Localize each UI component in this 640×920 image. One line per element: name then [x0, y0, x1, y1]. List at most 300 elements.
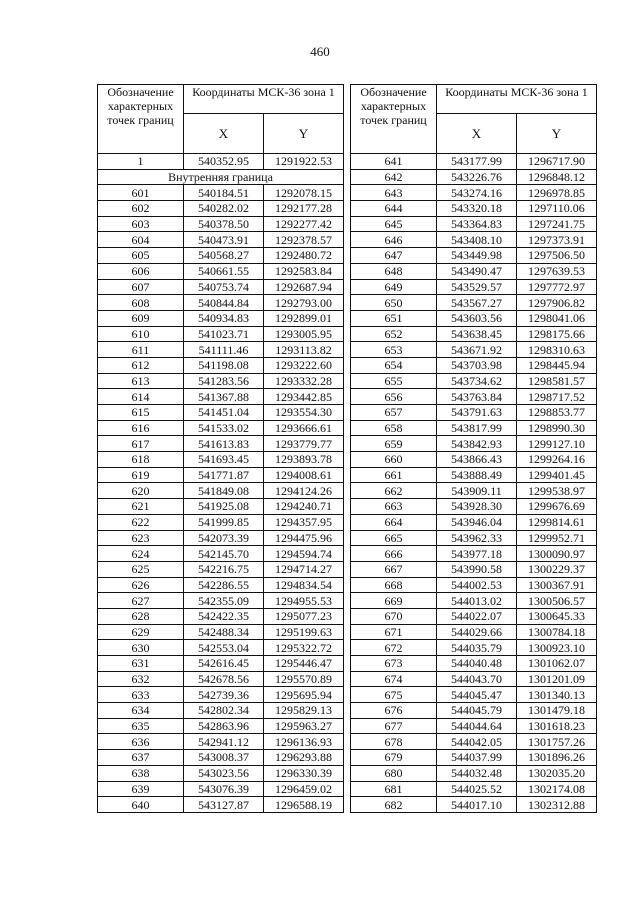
table-row [98, 232, 344, 248]
y-cell: 1299538.97 [517, 483, 597, 499]
point-cell: 612 [98, 357, 184, 373]
y-cell: 1300090.97 [517, 546, 597, 562]
x-cell: 541925.08 [184, 499, 264, 515]
y-cell: 1294594.74 [264, 546, 344, 562]
x-cell: 542216.75 [184, 561, 264, 577]
y-cell: 1299952.71 [517, 530, 597, 546]
x-cell: 543791.63 [437, 405, 517, 421]
table-body-right [351, 154, 597, 813]
header-point-label: Обозначение характерных точек границ [98, 85, 184, 154]
point-cell: 614 [98, 389, 184, 405]
point-cell: 670 [351, 608, 437, 624]
table-row [351, 608, 597, 624]
point-cell: 613 [98, 373, 184, 389]
x-cell: 542739.36 [184, 687, 264, 703]
point-cell: 667 [351, 561, 437, 577]
page-number: 460 [310, 44, 330, 59]
table-row [351, 593, 597, 609]
point-cell: 668 [351, 577, 437, 593]
table-row [351, 232, 597, 248]
point-cell: 681 [351, 781, 437, 797]
point-cell: 638 [98, 765, 184, 781]
table-row [98, 671, 344, 687]
x-cell: 544044.64 [437, 718, 517, 734]
point-cell: 624 [98, 546, 184, 562]
y-cell: 1293893.78 [264, 452, 344, 468]
x-cell: 544035.79 [437, 640, 517, 656]
point-cell: 646 [351, 232, 437, 248]
table-row [98, 357, 344, 373]
y-cell: 1295199.63 [264, 624, 344, 640]
table-row [98, 154, 344, 170]
table-row [351, 561, 597, 577]
y-cell: 1300923.10 [517, 640, 597, 656]
y-cell: 1297241.75 [517, 216, 597, 232]
point-cell: 623 [98, 530, 184, 546]
point-cell: 633 [98, 687, 184, 703]
y-cell: 1299676.69 [517, 499, 597, 515]
table-row [351, 452, 597, 468]
point-cell: 671 [351, 624, 437, 640]
y-cell: 1300784.18 [517, 624, 597, 640]
table-row [351, 248, 597, 264]
x-cell: 543076.39 [184, 781, 264, 797]
table-row [98, 483, 344, 499]
x-cell: 543008.37 [184, 750, 264, 766]
x-cell: 543962.33 [437, 530, 517, 546]
y-cell: 1301618.23 [517, 718, 597, 734]
y-cell: 1292480.72 [264, 248, 344, 264]
table-row [351, 326, 597, 342]
table-row [351, 640, 597, 656]
table-row [351, 577, 597, 593]
y-cell: 1294008.61 [264, 467, 344, 483]
point-cell: 655 [351, 373, 437, 389]
x-cell: 542488.34 [184, 624, 264, 640]
point-cell: 637 [98, 750, 184, 766]
point-cell: 629 [98, 624, 184, 640]
header-col-y: Y [517, 114, 597, 154]
x-cell: 540661.55 [184, 263, 264, 279]
table-row [351, 436, 597, 452]
point-cell: 672 [351, 640, 437, 656]
table-row [351, 185, 597, 201]
x-cell: 543888.49 [437, 467, 517, 483]
table-row [98, 342, 344, 358]
header-point-label: Обозначение характерных точек границ [351, 85, 437, 154]
point-cell: 677 [351, 718, 437, 734]
x-cell: 544029.66 [437, 624, 517, 640]
table-row [351, 389, 597, 405]
point-cell: 632 [98, 671, 184, 687]
x-cell: 541111.46 [184, 342, 264, 358]
point-cell: 640 [98, 797, 184, 813]
point-cell: 608 [98, 295, 184, 311]
x-cell: 544022.07 [437, 608, 517, 624]
table-row [98, 248, 344, 264]
table-row [98, 467, 344, 483]
header-coord-group: Координаты МСК-36 зона 1 [437, 85, 597, 114]
y-cell: 1297639.53 [517, 263, 597, 279]
table-row [98, 561, 344, 577]
table-row [351, 546, 597, 562]
x-cell: 542616.45 [184, 656, 264, 672]
section-note: Внутренняя граница [98, 169, 344, 185]
x-cell: 543127.87 [184, 797, 264, 813]
x-cell: 544043.70 [437, 671, 517, 687]
point-cell: 607 [98, 279, 184, 295]
x-cell: 543490.47 [437, 263, 517, 279]
x-cell: 543703.98 [437, 357, 517, 373]
y-cell: 1294714.27 [264, 561, 344, 577]
point-cell: 663 [351, 499, 437, 515]
table-row [351, 357, 597, 373]
table-row [98, 718, 344, 734]
y-cell: 1298041.06 [517, 310, 597, 326]
table-row [351, 765, 597, 781]
x-cell: 543734.62 [437, 373, 517, 389]
table-row [351, 310, 597, 326]
x-cell: 543408.10 [437, 232, 517, 248]
y-cell: 1292177.28 [264, 201, 344, 217]
x-cell: 541693.45 [184, 452, 264, 468]
point-cell: 625 [98, 561, 184, 577]
point-cell: 656 [351, 389, 437, 405]
x-cell: 542553.04 [184, 640, 264, 656]
table-row [351, 342, 597, 358]
x-cell: 542678.56 [184, 671, 264, 687]
y-cell: 1301340.13 [517, 687, 597, 703]
point-cell: 619 [98, 467, 184, 483]
x-cell: 541999.85 [184, 514, 264, 530]
table-row [351, 154, 597, 170]
y-cell: 1292687.94 [264, 279, 344, 295]
point-cell: 621 [98, 499, 184, 515]
x-cell: 542073.39 [184, 530, 264, 546]
point-cell: 674 [351, 671, 437, 687]
x-cell: 542355.09 [184, 593, 264, 609]
header-col-x: X [184, 114, 264, 154]
y-cell: 1294955.53 [264, 593, 344, 609]
x-cell: 540352.95 [184, 154, 264, 170]
y-cell: 1302035.20 [517, 765, 597, 781]
point-cell: 611 [98, 342, 184, 358]
point-cell: 627 [98, 593, 184, 609]
header-coord-group: Координаты МСК-36 зона 1 [184, 85, 344, 114]
x-cell: 540473.91 [184, 232, 264, 248]
point-cell: 678 [351, 734, 437, 750]
x-cell: 543909.11 [437, 483, 517, 499]
table-row [351, 201, 597, 217]
x-cell: 543603.56 [437, 310, 517, 326]
point-cell: 601 [98, 185, 184, 201]
table-row [98, 765, 344, 781]
point-cell: 634 [98, 703, 184, 719]
x-cell: 541451.04 [184, 405, 264, 421]
point-cell: 665 [351, 530, 437, 546]
table-row [351, 483, 597, 499]
y-cell: 1292899.01 [264, 310, 344, 326]
y-cell: 1293442.85 [264, 389, 344, 405]
table-row [98, 781, 344, 797]
table-row [351, 750, 597, 766]
table-row [98, 703, 344, 719]
y-cell: 1299814.61 [517, 514, 597, 530]
table-row [351, 169, 597, 185]
x-cell: 544037.99 [437, 750, 517, 766]
x-cell: 544017.10 [437, 797, 517, 813]
table-row [351, 295, 597, 311]
y-cell: 1293222.60 [264, 357, 344, 373]
y-cell: 1295077.23 [264, 608, 344, 624]
point-cell: 635 [98, 718, 184, 734]
point-cell: 642 [351, 169, 437, 185]
x-cell: 541533.02 [184, 420, 264, 436]
table-row [98, 514, 344, 530]
table-row [98, 640, 344, 656]
table-row [351, 687, 597, 703]
table-row [351, 514, 597, 530]
table-row [351, 216, 597, 232]
x-cell: 544040.48 [437, 656, 517, 672]
table-row [351, 671, 597, 687]
point-cell: 617 [98, 436, 184, 452]
point-cell: 676 [351, 703, 437, 719]
y-cell: 1296136.93 [264, 734, 344, 750]
table-row [98, 389, 344, 405]
y-cell: 1302312.88 [517, 797, 597, 813]
table-row [98, 530, 344, 546]
y-cell: 1293666.61 [264, 420, 344, 436]
x-cell: 543023.56 [184, 765, 264, 781]
table-row [351, 279, 597, 295]
x-cell: 542145.70 [184, 546, 264, 562]
y-cell: 1293332.28 [264, 373, 344, 389]
y-cell: 1297906.82 [517, 295, 597, 311]
y-cell: 1300229.37 [517, 561, 597, 577]
y-cell: 1299401.45 [517, 467, 597, 483]
x-cell: 542802.34 [184, 703, 264, 719]
x-cell: 541023.71 [184, 326, 264, 342]
point-cell: 644 [351, 201, 437, 217]
x-cell: 544025.52 [437, 781, 517, 797]
point-cell: 615 [98, 405, 184, 421]
table-row [351, 703, 597, 719]
y-cell: 1296848.12 [517, 169, 597, 185]
table-row [98, 405, 344, 421]
x-cell: 543449.98 [437, 248, 517, 264]
point-cell: 653 [351, 342, 437, 358]
table-row [351, 467, 597, 483]
x-cell: 543671.92 [437, 342, 517, 358]
y-cell: 1292583.84 [264, 263, 344, 279]
table-row [351, 718, 597, 734]
x-cell: 541771.87 [184, 467, 264, 483]
y-cell: 1293554.30 [264, 405, 344, 421]
y-cell: 1298445.94 [517, 357, 597, 373]
point-cell: 660 [351, 452, 437, 468]
y-cell: 1294124.26 [264, 483, 344, 499]
point-cell: 604 [98, 232, 184, 248]
x-cell: 543567.27 [437, 295, 517, 311]
point-cell: 652 [351, 326, 437, 342]
point-cell: 628 [98, 608, 184, 624]
table-row [351, 420, 597, 436]
y-cell: 1297110.06 [517, 201, 597, 217]
point-cell: 643 [351, 185, 437, 201]
table-row [98, 624, 344, 640]
x-cell: 543866.43 [437, 452, 517, 468]
point-cell: 616 [98, 420, 184, 436]
point-cell: 651 [351, 310, 437, 326]
point-cell: 602 [98, 201, 184, 217]
point-cell: 647 [351, 248, 437, 264]
point-cell: 675 [351, 687, 437, 703]
y-cell: 1297506.50 [517, 248, 597, 264]
point-cell: 649 [351, 279, 437, 295]
point-cell: 603 [98, 216, 184, 232]
y-cell: 1298175.66 [517, 326, 597, 342]
table-body-left [98, 154, 344, 813]
table-row [98, 185, 344, 201]
point-cell: 648 [351, 263, 437, 279]
y-cell: 1298310.63 [517, 342, 597, 358]
x-cell: 544042.05 [437, 734, 517, 750]
point-cell: 669 [351, 593, 437, 609]
table-row [98, 420, 344, 436]
x-cell: 544045.47 [437, 687, 517, 703]
point-cell: 636 [98, 734, 184, 750]
table-row [98, 216, 344, 232]
point-cell: 664 [351, 514, 437, 530]
x-cell: 543928.30 [437, 499, 517, 515]
point-cell: 618 [98, 452, 184, 468]
y-cell: 1296293.88 [264, 750, 344, 766]
y-cell: 1298581.57 [517, 373, 597, 389]
x-cell: 542286.55 [184, 577, 264, 593]
coordinates-table-left [97, 84, 344, 813]
x-cell: 541613.83 [184, 436, 264, 452]
y-cell: 1298853.77 [517, 405, 597, 421]
y-cell: 1301896.26 [517, 750, 597, 766]
table-row [351, 734, 597, 750]
table-row [98, 499, 344, 515]
point-cell: 645 [351, 216, 437, 232]
table-row [351, 781, 597, 797]
point-cell: 639 [98, 781, 184, 797]
x-cell: 541198.08 [184, 357, 264, 373]
y-cell: 1294834.54 [264, 577, 344, 593]
table-row [98, 593, 344, 609]
x-cell: 543226.76 [437, 169, 517, 185]
table-row [98, 750, 344, 766]
y-cell: 1298990.30 [517, 420, 597, 436]
table-row [98, 295, 344, 311]
y-cell: 1296978.85 [517, 185, 597, 201]
point-cell: 641 [351, 154, 437, 170]
point-cell: 1 [98, 154, 184, 170]
x-cell: 543977.18 [437, 546, 517, 562]
table-row [98, 436, 344, 452]
table-row [98, 452, 344, 468]
x-cell: 543817.99 [437, 420, 517, 436]
point-cell: 661 [351, 467, 437, 483]
x-cell: 543529.57 [437, 279, 517, 295]
y-cell: 1292378.57 [264, 232, 344, 248]
y-cell: 1294475.96 [264, 530, 344, 546]
table-row [98, 310, 344, 326]
point-cell: 654 [351, 357, 437, 373]
point-cell: 606 [98, 263, 184, 279]
point-cell: 680 [351, 765, 437, 781]
table-row [98, 201, 344, 217]
point-cell: 650 [351, 295, 437, 311]
y-cell: 1291922.53 [264, 154, 344, 170]
point-cell: 630 [98, 640, 184, 656]
point-cell: 620 [98, 483, 184, 499]
x-cell: 540753.74 [184, 279, 264, 295]
table-row [351, 405, 597, 421]
y-cell: 1299264.16 [517, 452, 597, 468]
point-cell: 658 [351, 420, 437, 436]
x-cell: 544045.79 [437, 703, 517, 719]
section-note-row [98, 169, 344, 185]
table-row [351, 797, 597, 813]
x-cell: 540184.51 [184, 185, 264, 201]
table-row [98, 577, 344, 593]
point-cell: 605 [98, 248, 184, 264]
x-cell: 541367.88 [184, 389, 264, 405]
table-row [351, 373, 597, 389]
y-cell: 1298717.52 [517, 389, 597, 405]
x-cell: 544032.48 [437, 765, 517, 781]
point-cell: 666 [351, 546, 437, 562]
x-cell: 541283.56 [184, 373, 264, 389]
x-cell: 542422.35 [184, 608, 264, 624]
x-cell: 541849.08 [184, 483, 264, 499]
y-cell: 1301062.07 [517, 656, 597, 672]
x-cell: 543274.16 [437, 185, 517, 201]
y-cell: 1301479.18 [517, 703, 597, 719]
point-cell: 659 [351, 436, 437, 452]
y-cell: 1292277.42 [264, 216, 344, 232]
x-cell: 543946.04 [437, 514, 517, 530]
y-cell: 1294357.95 [264, 514, 344, 530]
y-cell: 1295446.47 [264, 656, 344, 672]
x-cell: 544013.02 [437, 593, 517, 609]
table-row [98, 608, 344, 624]
table-row [98, 734, 344, 750]
y-cell: 1293113.82 [264, 342, 344, 358]
point-cell: 609 [98, 310, 184, 326]
y-cell: 1300506.57 [517, 593, 597, 609]
point-cell: 682 [351, 797, 437, 813]
header-col-y: Y [264, 114, 344, 154]
header-col-x: X [437, 114, 517, 154]
y-cell: 1292793.00 [264, 295, 344, 311]
point-cell: 622 [98, 514, 184, 530]
x-cell: 542941.12 [184, 734, 264, 750]
x-cell: 543320.18 [437, 201, 517, 217]
x-cell: 543364.83 [437, 216, 517, 232]
y-cell: 1300645.33 [517, 608, 597, 624]
y-cell: 1297772.97 [517, 279, 597, 295]
y-cell: 1294240.71 [264, 499, 344, 515]
table-row [98, 797, 344, 813]
table-row [98, 373, 344, 389]
y-cell: 1295963.27 [264, 718, 344, 734]
y-cell: 1295695.94 [264, 687, 344, 703]
